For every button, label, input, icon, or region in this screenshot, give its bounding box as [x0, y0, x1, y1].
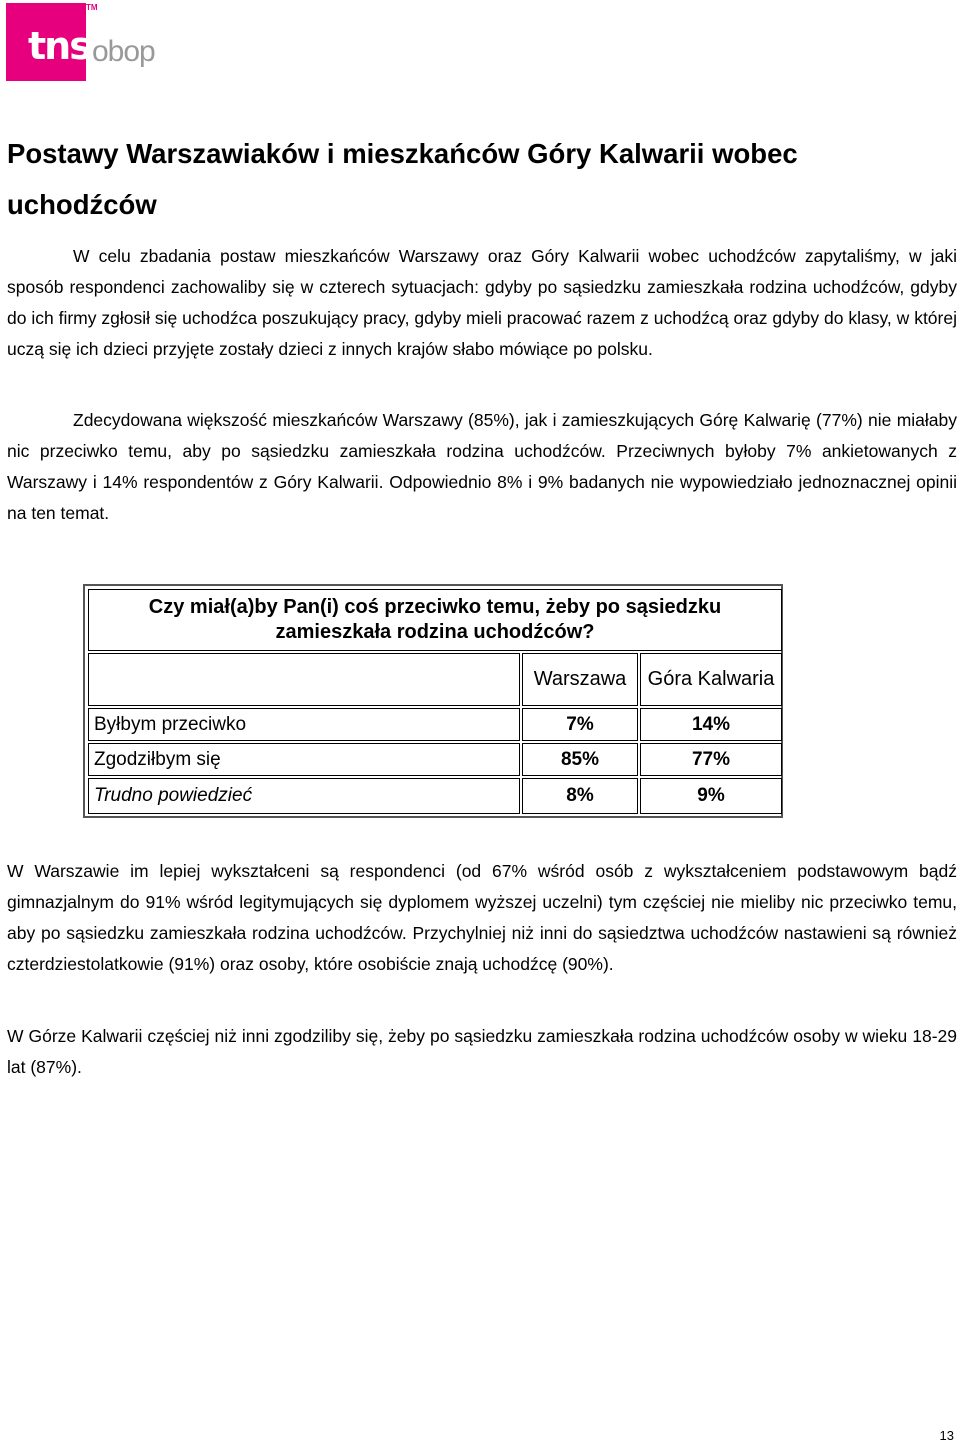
survey-table — [83, 584, 783, 818]
summary-paragraph: Zdecydowana większość mieszkańców Warszawy (85%), jak i zamieszkujących Górę Kalwarię (77%) nie miałaby nic przeciwko temu, aby po sąsiedzku zamieszkała rodzina uchodźców. Przeciwnych byłoby 7% ankietowanych z Warszawy i 14% respondentów z Góry Kalwarii. Odpowiednio 8% i 9% badanych nie wypowiedziało jednoznacznej opinii na ten temat. — [7, 410, 957, 523]
table-row-label: Zgodziłbym się — [88, 743, 520, 776]
table-cell-warszawa: 85% — [522, 743, 638, 776]
logo-trademark: TM — [86, 3, 98, 12]
table-header-gora-kalwaria: Góra Kalwaria — [640, 653, 782, 706]
logo-suffix: obop — [92, 35, 155, 68]
table-row-label: Byłbym przeciwko — [88, 708, 520, 741]
page-title: Postawy Warszawiaków i mieszkańców Góry Kalwarii wobec uchodźców — [7, 138, 798, 220]
table-row-label: Trudno powiedzieć — [88, 778, 520, 814]
page-number: 13 — [939, 1428, 954, 1443]
table-header-blank — [88, 653, 520, 706]
warsaw-education-paragraph: W Warszawie im lepiej wykształceni są respondenci (od 67% wśród osób z wykształceniem podstawowym bądź gimnazjalnym do 91% wśród legitymujących się dyplomem wyższej uczelni) tym częściej nie mieliby nic przeciwko temu, aby po sąsiedzku zamieszkała rodzina uchodźców. Przychylniej niż inni do sąsiedztwa uchodźców nastawieni są również czterdziestolatkowie (91%) oraz osoby, które osobiście znają uchodźcę (90%). — [7, 861, 957, 974]
table-cell-warszawa: 7% — [522, 708, 638, 741]
logo-brand: tns — [28, 24, 90, 68]
table-cell-warszawa: 8% — [522, 778, 638, 814]
table-header-warszawa: Warszawa — [522, 653, 638, 706]
table-cell-gora: 77% — [640, 743, 782, 776]
tns-obop-logo — [6, 3, 155, 83]
intro-paragraph: W celu zbadania postaw mieszkańców Warszawy oraz Góry Kalwarii wobec uchodźców zapytaliśmy, w jaki sposób respondenci zachowaliby się w czterech sytuacjach: gdyby po sąsiedzku zamieszkała rodzina uchodźców, gdyby do ich firmy zgłosił się uchodźca poszukujący pracy, gdyby mieli pracować razem z uchodźcą oraz gdyby do klasy, w której uczą się ich dzieci przyjęte zostały dzieci z innych krajów słabo mówiące po polsku. — [7, 246, 957, 359]
gora-kalwaria-paragraph: W Górze Kalwarii częściej niż inni zgodziliby się, żeby po sąsiedzku zamieszkała rodzina uchodźców osoby w wieku 18-29 lat (87%). — [7, 1026, 957, 1077]
table-question: Czy miał(a)by Pan(i) coś przeciwko temu, żeby po sąsiedzku zamieszkała rodzina uchodźców? — [88, 589, 782, 651]
table-cell-gora: 14% — [640, 708, 782, 741]
table-cell-gora: 9% — [640, 778, 782, 814]
